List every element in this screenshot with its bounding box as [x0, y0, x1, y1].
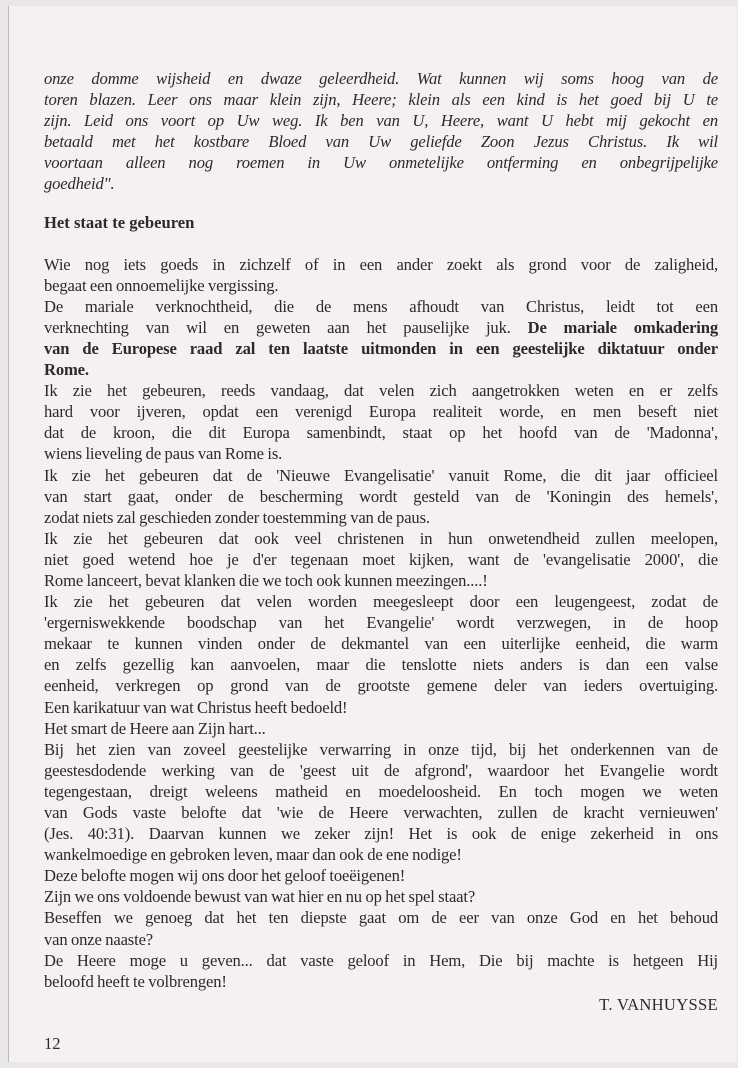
text-line: (Jes. 40:31). Daarvan kunnen we zeker zijn! Het is ook de enige zekerheid in ons — [44, 824, 718, 844]
paragraph — [44, 296, 718, 380]
text-line: niet goed wetend hoe je d'er tegenaan moet kijken, want de 'evangelisatie 2000', die — [44, 549, 718, 569]
page-number: 12 — [44, 1034, 61, 1053]
text-line: De Heere moge u geven... dat vaste geloof in Hem, Die bij machte is hetgeen Hij — [44, 950, 718, 970]
article-body — [44, 254, 718, 992]
text-line: mekaar te kunnen vinden onder de dekmantel van een uiterlijke eenheid, die warm — [44, 634, 718, 654]
paragraph — [44, 718, 718, 739]
text-line: van Gods vaste belofte dat 'wie de Heere verwachten, zullen de kracht vernieuwen' — [44, 803, 718, 822]
text-line: zijn. Leid ons voort op Uw weg. Ik ben van U, Heere, want U hebt mij gekocht en — [44, 111, 718, 131]
text-line: Zijn we ons voldoende bewust van wat hier en nu op het spel staat? — [44, 887, 476, 907]
text-line: De mariale verknochtheid, die de mens afhoudt van Christus, leidt tot een — [44, 296, 718, 316]
text-line: begaat een onnoemelijke vergissing. — [44, 275, 279, 295]
text-line: eenheid, verkregen op grond van de grootste gemene deler van ieders overtuiging. — [44, 676, 718, 696]
text-line: wiens lieveling de paus van Rome is. — [44, 444, 283, 464]
bold-text: van de Europese raad zal ten laatste uitmonden in een geestelijke diktatuur onder — [44, 338, 718, 358]
italic-quote — [44, 68, 718, 195]
text-line: voortaan alleen nog roemen in Uw onmetelijke ontferming en onbegrijpelijke — [44, 153, 718, 173]
paragraph — [44, 380, 718, 464]
section-heading: Het staat te gebeuren — [44, 212, 195, 232]
text-segment: verknechting van wil en geweten aan het pauselijke juk. — [44, 317, 528, 337]
text-line: betaald met het kostbare Bloed van Uw geliefde Zoon Jezus Christus. Ik wil — [44, 132, 718, 152]
paragraph — [44, 254, 718, 296]
paragraph — [44, 591, 718, 718]
text-line: tegengestaan, dreigt weleens matheid en moedeloosheid. En toch mogen we weten — [44, 781, 718, 801]
document-page — [8, 6, 737, 1062]
text-line: Beseffen we genoeg dat het ten diepste gaat om de eer van onze God en het behoud — [44, 908, 718, 928]
text-line — [44, 338, 718, 359]
text-line: toren blazen. Leer ons maar klein zijn, Heere; klein als een kind is het goed bij U te — [44, 90, 718, 110]
text-line: Een karikatuur van wat Christus heeft bedoeld! — [44, 697, 348, 717]
paragraph — [44, 739, 718, 866]
text-line: Deze belofte mogen wij ons door het geloof toeëigenen! — [44, 866, 406, 886]
text-line: Rome lanceert, bevat klanken die we toch ook kunnen meezingen....! — [44, 570, 488, 590]
author-signature: T. VANHUYSSE — [599, 994, 718, 1014]
text-line: Wie nog iets goeds in zichzelf of in een ander zoekt als grond voor de zaligheid, — [44, 254, 718, 274]
text-line: Ik zie het gebeuren, reeds vandaag, dat velen zich aangetrokken weten en er zelfs — [44, 381, 718, 401]
paragraph — [44, 907, 718, 949]
paragraph — [44, 886, 718, 907]
text-line: Bij het zien van zoveel geestelijke verwarring in onze tijd, bij het onderkennen van de — [44, 739, 718, 759]
paragraph — [44, 950, 718, 992]
text-line: van onze naaste? — [44, 929, 154, 949]
text-line: beloofd heeft te volbrengen! — [44, 971, 227, 991]
text-line: hard voor ijveren, opdat een verenigd Europa realiteit worde, en men beseft niet — [44, 402, 718, 422]
text-line: en zelfs gezellig kan aanvoelen, maar die tenslotte niets anders is dan een valse — [44, 655, 718, 675]
paragraph — [44, 528, 718, 591]
text-line — [44, 317, 718, 338]
paragraph — [44, 865, 718, 886]
text-line: geestesdodende werking van de 'geest uit de afgrond', waardoor het Evangelie wordt — [44, 760, 718, 780]
text-line: zodat niets zal geschieden zonder toestemming van de paus. — [44, 507, 430, 527]
text-line: Ik zie het gebeuren dat de 'Nieuwe Evangelisatie' vanuit Rome, die dit jaar officieel — [44, 465, 718, 485]
page-content — [44, 68, 718, 1015]
text-line: goedheid". — [44, 174, 115, 194]
text-line: dat de kroon, die dit Europa samenbindt, staat op het hoofd van de 'Madonna', — [44, 423, 718, 443]
text-line: 'ergerniswekkende boodschap van het Evangelie' wordt verzwegen, in de hoop — [44, 613, 718, 633]
paragraph — [44, 465, 718, 528]
text-line: van start gaat, onder de bescherming wordt gesteld van de 'Koningin des hemels', — [44, 486, 718, 506]
text-line: wankelmoedige en gebroken leven, maar dan ook de ene nodige! — [44, 845, 462, 865]
text-line — [44, 359, 718, 380]
text-line: Ik zie het gebeuren dat ook veel christenen in hun onwetendheid zullen meelopen, — [44, 528, 718, 548]
bold-text: Rome. — [44, 360, 89, 380]
text-line: Ik zie het gebeuren dat velen worden meegesleept door een leugengeest, zodat de — [44, 592, 718, 612]
text-line: onze domme wijsheid en dwaze geleerdheid. Wat kunnen wij soms hoog van de — [44, 69, 718, 88]
bold-text: De mariale omkadering — [527, 317, 718, 337]
text-line: Het smart de Heere aan Zijn hart... — [44, 718, 266, 738]
